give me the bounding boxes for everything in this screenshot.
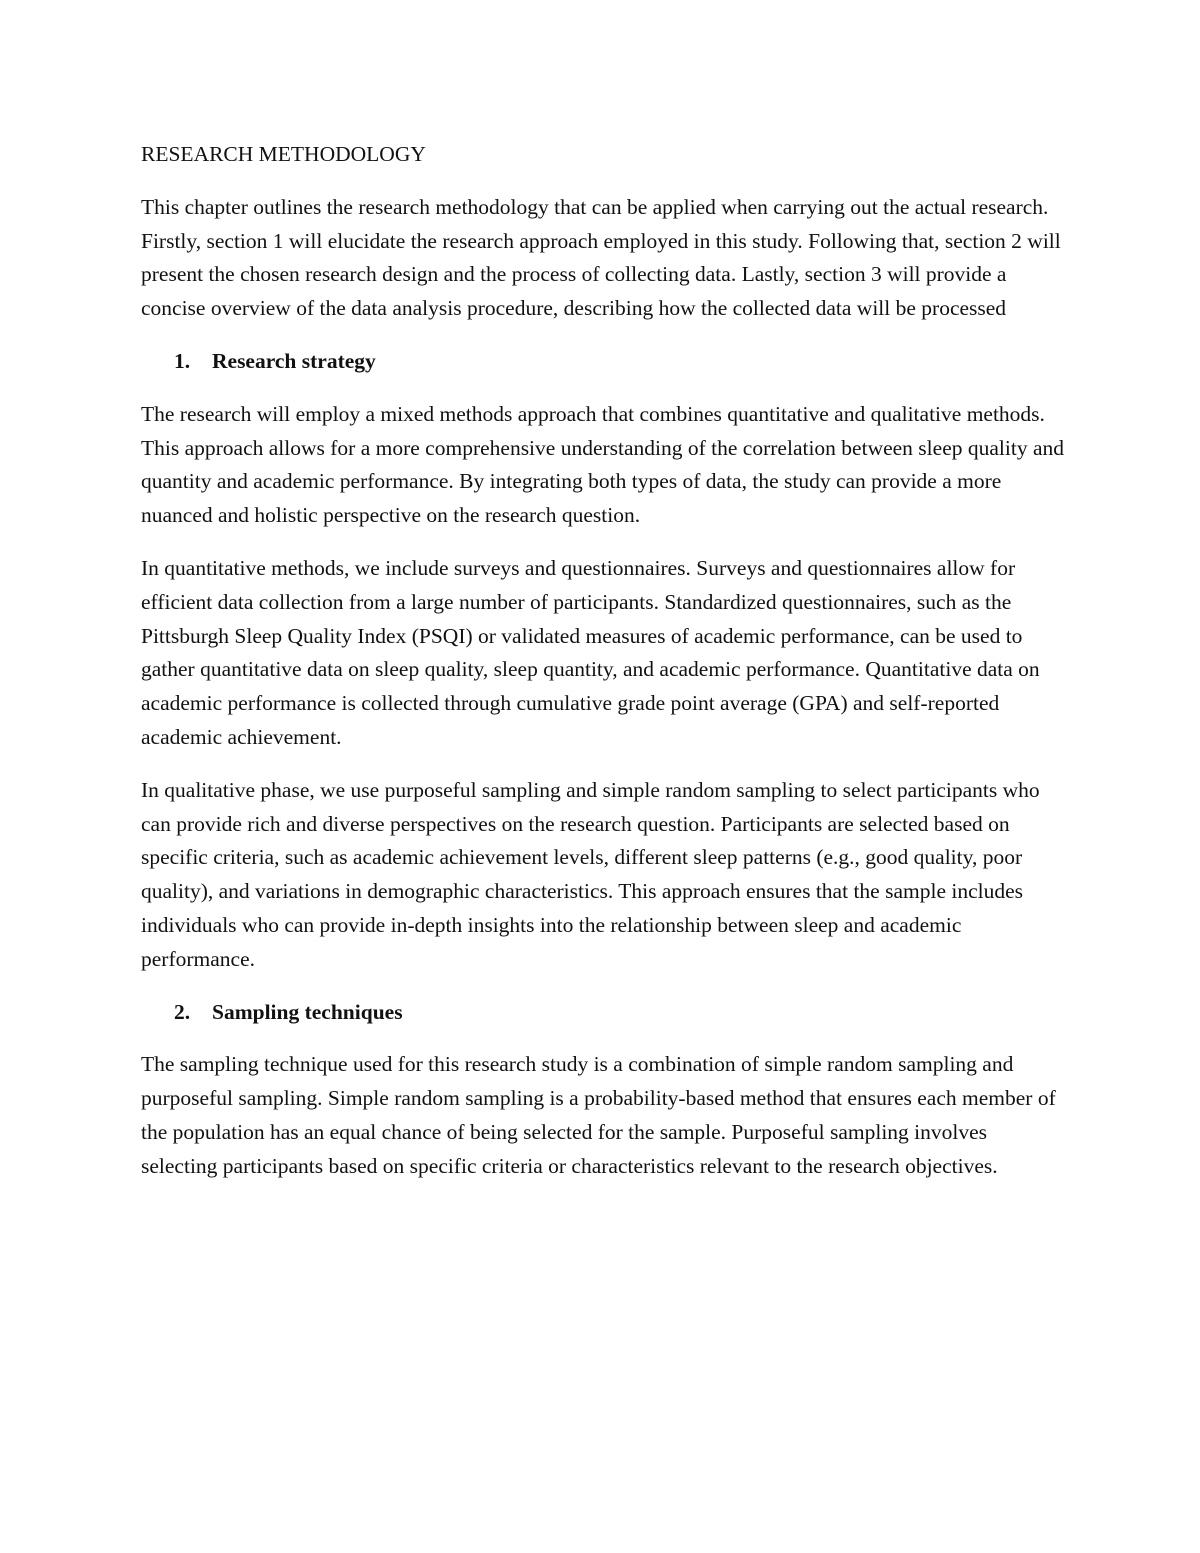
body-paragraph: The research will employ a mixed methods approach that combines quantitative and qualitative methods. This approach allows for a more comprehensive understanding of the correlation between sleep quality and quantity and academic performance. By integrating both types of data, the study can provide a more nuanced and holistic perspective on the research question. [141, 401, 1064, 528]
section-title: Research strategy [212, 348, 376, 373]
document-page [141, 138, 1066, 1203]
section-number: 1. [174, 348, 191, 373]
section-number: 2. [174, 999, 191, 1024]
section-title: Sampling techniques [212, 999, 403, 1024]
section-heading-research-strategy [141, 345, 1066, 379]
section-heading-sampling-techniques [141, 996, 1066, 1030]
intro-paragraph: This chapter outlines the research methodology that can be applied when carrying out the actual research. Firstly, section 1 will elucidate the research approach employed in this study. Following that, section 2 will present the chosen research design and the process of collecting data. Lastly, section 3 will provide a concise overview of the data analysis procedure, describing how the collected data will be processed [141, 194, 1061, 321]
body-paragraph: The sampling technique used for this research study is a combination of simple random sampling and purposeful sampling. Simple random sampling is a probability-based method that ensures each member of the population has an equal chance of being selected for the sample. Purposeful sampling involves selecting participants based on specific criteria or characteristics relevant to the research objectives. [141, 1052, 1056, 1178]
body-paragraph: In quantitative methods, we include surveys and questionnaires. Surveys and questionnaires allow for efficient data collection from a large number of participants. Standardized questionnaires, such as the Pittsburgh Sleep Quality Index (PSQI) or validated measures of academic performance, can be used to gather quantitative data on sleep quality, sleep quantity, and academic performance. Quantitative data on academic performance is collected through cumulative grade point average (GPA) and self-reported academic achievement. [141, 555, 1040, 749]
document-title: RESEARCH METHODOLOGY [141, 142, 426, 166]
body-paragraph: In qualitative phase, we use purposeful sampling and simple random sampling to select participants who can provide rich and diverse perspectives on the research question. Participants are selected based on specific criteria, such as academic achievement levels, different sleep patterns (e.g., good quality, poor quality), and variations in demographic characteristics. This approach ensures that the sample includes individuals who can provide in-depth insights into the relationship between sleep and academic performance. [141, 777, 1040, 971]
